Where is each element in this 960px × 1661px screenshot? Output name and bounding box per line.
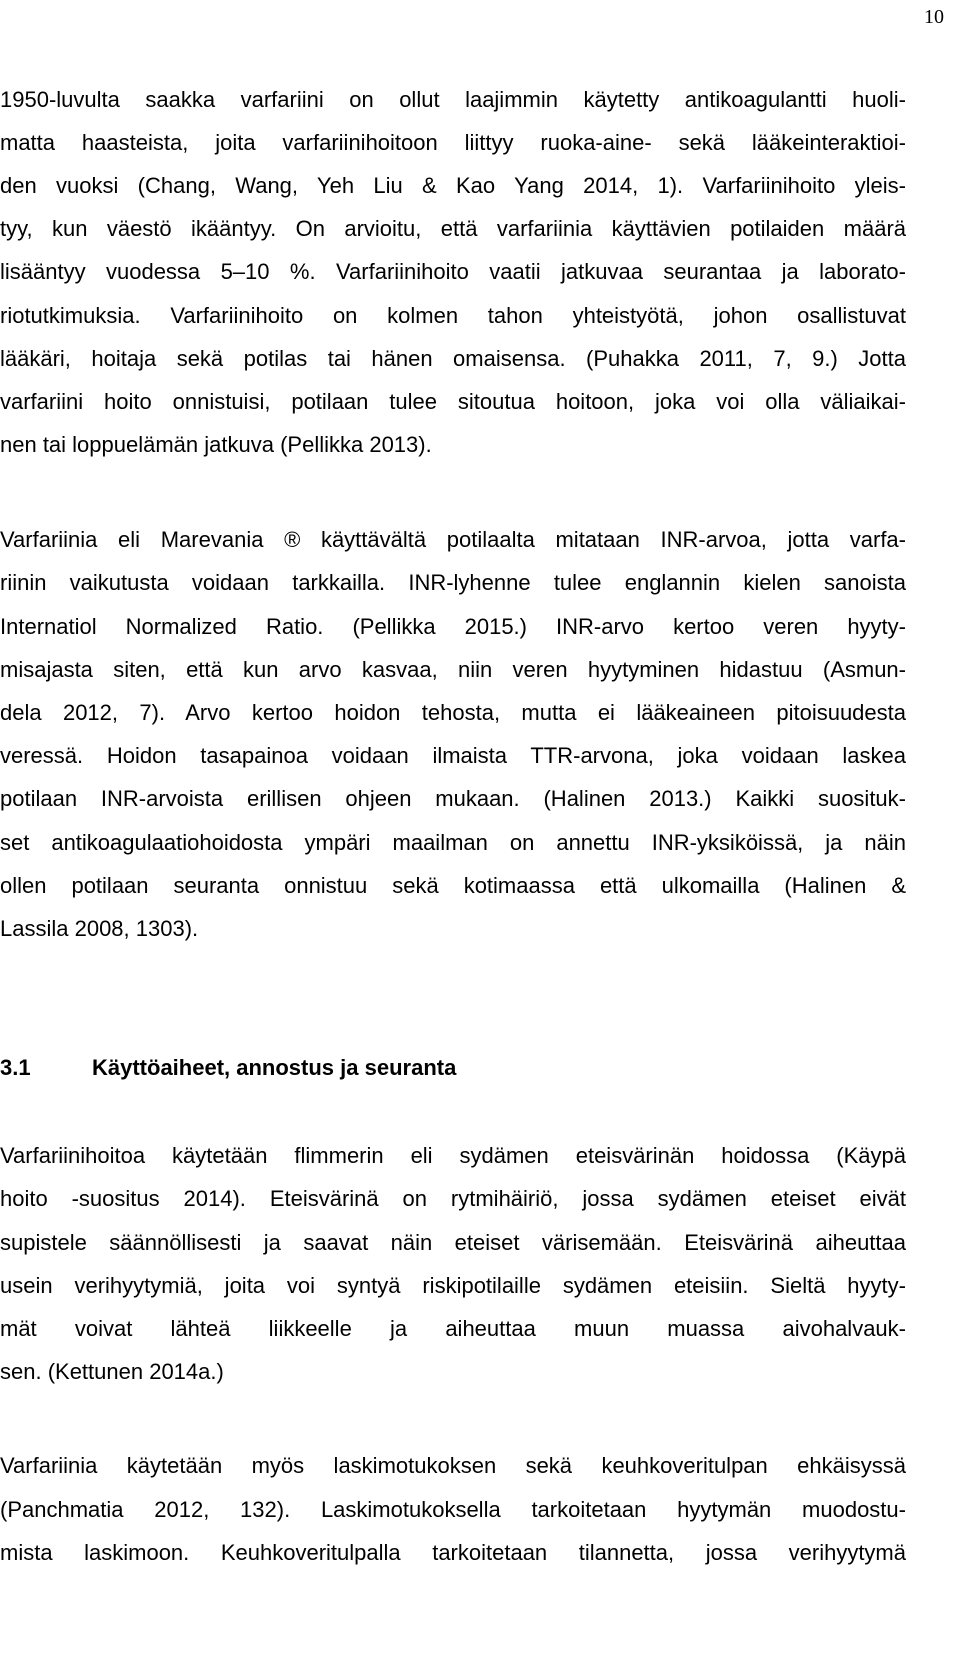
text-line: Varfariinia käytetään myös laskimotukoksen sekä keuhkoveritulpan ehkäisyssä	[0, 1453, 906, 1478]
text-line: set antikoagulaatiohoidosta ympäri maailman on annettu INR-yksiköissä, ja näin	[0, 830, 906, 855]
text-line: riinin vaikutusta voidaan tarkkailla. INR-lyhenne tulee englannin kielen sanoista	[0, 570, 906, 595]
text-line: mista laskimoon. Keuhkoveritulpalla tarkoitetaan tilannetta, jossa verihyytymä	[0, 1540, 906, 1565]
text-line: riotutkimuksia. Varfariinihoito on kolmen tahon yhteistyötä, johon osallistuvat	[0, 303, 906, 328]
text-line: veressä. Hoidon tasapainoa voidaan ilmaista TTR-arvona, joka voidaan laskea	[0, 743, 906, 768]
section-heading	[0, 1054, 456, 1082]
page-number: 10	[924, 6, 944, 28]
text-line: misajasta siten, että kun arvo kasvaa, niin veren hyytyminen hidastuu (Asmun-	[0, 657, 906, 682]
text-line: lääkäri, hoitaja sekä potilas tai hänen omaisensa. (Puhakka 2011, 7, 9.) Jotta	[0, 346, 906, 371]
text-line: ollen potilaan seuranta onnistuu sekä kotimaassa että ulkomailla (Halinen &	[0, 873, 906, 898]
text-line: hoito -suositus 2014). Eteisvärinä on rytmihäiriö, jossa sydämen eteiset eivät	[0, 1186, 906, 1211]
text-line: Internatiol Normalized Ratio. (Pellikka 2015.) INR-arvo kertoo veren hyyty-	[0, 614, 906, 639]
text-line: (Panchmatia 2012, 132). Laskimotukoksella tarkoitetaan hyytymän muodostu-	[0, 1497, 906, 1522]
text-line: dela 2012, 7). Arvo kertoo hoidon tehosta, mutta ei lääkeaineen pitoisuudesta	[0, 700, 906, 725]
text-line: Varfariinia eli Marevania ® käyttävältä potilaalta mitataan INR-arvoa, jotta varfa-	[0, 527, 906, 552]
text-line: varfariini hoito onnistuisi, potilaan tulee sitoutua hoitoon, joka voi olla väliaikai-	[0, 389, 906, 414]
text-line: den vuoksi (Chang, Wang, Yeh Liu & Kao Yang 2014, 1). Varfariinihoito yleis-	[0, 173, 906, 198]
text-line: tyy, kun väestö ikääntyy. On arvioitu, että varfariinia käyttävien potilaiden määrä	[0, 216, 906, 241]
text-line: usein verihyytymiä, joita voi syntyä riskipotilaille sydämen eteisiin. Sieltä hyyty-	[0, 1273, 906, 1298]
text-line: Lassila 2008, 1303).	[0, 916, 199, 941]
text-line: Varfariinihoitoa käytetään flimmerin eli sydämen eteisvärinän hoidossa (Käypä	[0, 1143, 906, 1168]
text-line: lisääntyy vuodessa 5–10 %. Varfariinihoito vaatii jatkuvaa seurantaa ja laborato-	[0, 259, 906, 284]
text-line: 1950-luvulta saakka varfariini on ollut laajimmin käytetty antikoagulantti huoli-	[0, 87, 906, 112]
section-heading-title: Käyttöaiheet, annostus ja seuranta	[92, 1055, 457, 1080]
text-line: mät voivat lähteä liikkeelle ja aiheuttaa muun muassa aivohalvauk-	[0, 1316, 906, 1341]
text-line: sen. (Kettunen 2014a.)	[0, 1359, 224, 1384]
text-line: potilaan INR-arvoista erillisen ohjeen mukaan. (Halinen 2013.) Kaikki suosituk-	[0, 786, 906, 811]
text-line: supistele säännöllisesti ja saavat näin eteiset värisemään. Eteisvärinä aiheuttaa	[0, 1230, 906, 1255]
text-line: nen tai loppuelämän jatkuva (Pellikka 2013).	[0, 432, 432, 457]
text-line: matta haasteista, joita varfariinihoitoon liittyy ruoka-aine- sekä lääkeinteraktioi-	[0, 130, 906, 155]
section-heading-number: 3.1	[0, 1055, 31, 1080]
